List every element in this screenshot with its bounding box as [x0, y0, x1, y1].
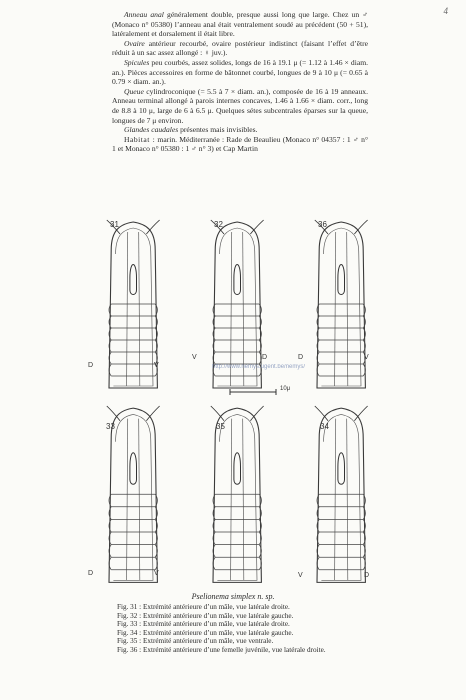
orient-v-36: V	[364, 354, 369, 361]
paragraph-caudal-glands	[112, 125, 368, 135]
body-text	[112, 10, 368, 154]
watermark-url: http://www.nemys.ugent.be/nemys/	[212, 364, 306, 370]
orient-d-32: D	[262, 354, 268, 361]
figure-label-34: 34	[320, 422, 329, 431]
orient-v-34: V	[298, 572, 303, 579]
caption-fig-35: Fig. 35 : Extrémité antérieure d’un mâle, vue ventrale.	[117, 637, 274, 646]
figure-36-drawing	[315, 220, 368, 388]
figure-plate	[80, 210, 396, 590]
term-caudal-glands: Glandes caudales	[124, 125, 179, 135]
page-corner-mark: 4	[443, 6, 448, 16]
text-anal-ring: généralement double, presque aussi long que large. Chez un ♂ (Monaco n° 05380) l’anneau anal était ventralement soudé au précédent (50 + 51), latéralement et dorsalement il était libre.	[112, 10, 368, 39]
orient-d-31: D	[88, 362, 94, 369]
species-title: Pselionema simplex n. sp.	[191, 592, 275, 601]
term-tail: Queue	[124, 86, 144, 96]
figure-label-36: 36	[318, 220, 327, 229]
text-habitat: marin. Méditerranée : Rade de Beaulieu (Monaco n° 04357 : 1 ♂ n° 1 et Monaco n° 05380 : 1 ♂ n° 3) et Cap Martin	[112, 134, 369, 154]
figure-31-drawing	[107, 220, 160, 388]
figure-label-31: 31	[110, 220, 119, 229]
scale-bar-label: 10μ	[280, 386, 291, 392]
text-caudal-glands: présentes mais invisibles.	[180, 125, 258, 135]
term-anal-ring: Anneau anal	[124, 10, 164, 19]
figure-label-35: 35	[216, 422, 225, 431]
paragraph-spicules	[112, 58, 368, 87]
caption-fig-31: Fig. 31 : Extrémité antérieure d’un mâle, vue latérale droite.	[117, 603, 290, 611]
scale-bar	[230, 389, 276, 395]
figure-33-drawing	[107, 406, 160, 582]
figure-32-drawing	[211, 220, 264, 388]
orient-v-31: V	[154, 362, 159, 369]
figure-captions	[117, 603, 367, 655]
caption-fig-36: Fig. 36 : Extrémité antérieure d’une femelle juvénile, vue latérale droite.	[117, 645, 326, 654]
orient-v-32: V	[192, 354, 197, 361]
paragraph-ovary	[112, 39, 368, 58]
text-tail: cylindroconique (= 5.5 à 7 × diam. an.), composée de 16 à 19 anneaux. Anneau terminal allongé à parois internes concaves, 1.46 à 1.66 × diam. corr., long de 8.8 à 10 μ, large de 6 à 6.5 μ. Quelques sétes subcentrales éparses sur la queue, longues de 7 μ environ.	[112, 86, 368, 125]
paragraph-habitat	[112, 135, 368, 154]
term-ovary: Ovaire	[124, 38, 145, 48]
text-spicules: peu courbés, assez solides, longs de 16 à 19.1 μ (= 1.12 à 1.46 × diam. an.). Pièces accessoires en forme de bâtonnet courbé, longues de 9 à 10 μ (= 0.65 à 0.79 × diam. an.).	[112, 57, 368, 87]
figure-label-32: 32	[214, 220, 223, 229]
orient-d-36: D	[298, 354, 304, 361]
text-ovary: antérieur recourbé, ovaire postérieur indistinct (faisant l’effet d’être réduit à un sac assez allongé : ♀ juv.).	[112, 38, 368, 58]
orient-d-34: D	[364, 572, 370, 579]
nematode-drawings	[80, 210, 396, 590]
orient-v-33: V	[154, 570, 159, 577]
figure-label-33: 33	[106, 422, 115, 431]
orient-d-33: D	[88, 570, 94, 577]
figure-35-drawing	[211, 406, 264, 582]
paragraph-tail	[112, 87, 368, 125]
term-spicules: Spicules	[124, 57, 150, 67]
caption-fig-34: Fig. 34 : Extrémité antérieure d’un mâle, vue latérale gauche.	[117, 628, 294, 637]
paragraph-anal-ring	[112, 10, 368, 39]
caption-fig-32: Fig. 32 : Extrémité antérieure d’un mâle, vue latérale gauche.	[117, 611, 294, 620]
term-habitat: Habitat :	[124, 134, 156, 144]
figure-34-drawing	[315, 406, 368, 582]
caption-fig-33: Fig. 33 : Extrémité antérieure d’un mâle, vue latérale droite.	[117, 620, 290, 629]
